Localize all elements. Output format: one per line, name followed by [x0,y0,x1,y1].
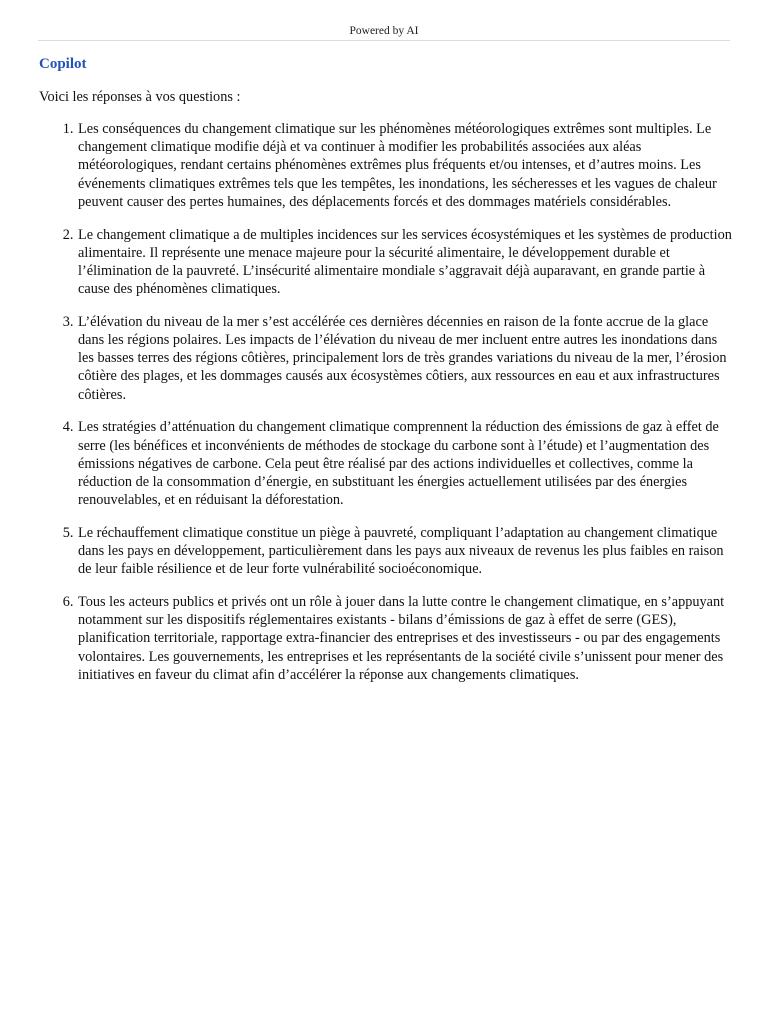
author-name: Copilot [39,56,87,72]
powered-by-label: Powered by AI [349,25,419,37]
page-header [38,24,730,41]
answer-item-1: 1. Les conséquences du changement climatique sur les phénomènes météorologiques extrêmes sont multiples. Le changement climatique modifie déjà et va continuer à modifier les probabilités associées aux aléas météorologiques, rendant certains phénomènes extrêmes plus fréquents et/ou intenses, et d’autres moins. Les événements climatiques extrêmes tels que les tempêtes, les inondations, les sécheresses et les vagues de chaleur peuvent causer des pertes humaines, des déplacements forcés et des dommages matériels considérables. [77,120,732,211]
intro-text: Voici les réponses à vos questions : [39,89,241,105]
answer-item-5: 5. Le réchauffement climatique constitue un piège à pauvreté, compliquant l’adaptation au changement climatique dans les pays en développement, particulièrement dans les pays aux niveaux de revenus les plus faibles en raison de leur faible résilience et de leur forte vulnérabilité socioéconomique. [77,524,732,579]
answer-list [39,120,732,684]
answer-item-6: 6. Tous les acteurs publics et privés ont un rôle à jouer dans la lutte contre le changement climatique, en s’appuyant notamment sur les dispositifs réglementaires existants - bilans d’émissions de gaz à effet de serre (GES), planification territoriale, rapportage extra-financier des entreprises et des investisseurs - ou par des engagements volontaires. Les gouvernements, les entreprises et les représentants de la société civile s’unissent pour mener des initiatives en faveur du climat afin d’accélérer la réponse aux changements climatiques. [77,593,732,684]
answer-item-3: 3. L’élévation du niveau de la mer s’est accélérée ces dernières décennies en raison de la fonte accrue de la glace dans les régions polaires. Les impacts de l’élévation du niveau de mer incluent entre autres les inondations dans les basses terres des régions côtières, principalement lors de très grandes variations du niveau de la mer, l’érosion côtière des plages, et les dommages causés aux écosystèmes côtiers, aux ressources en eau et aux infrastructures côtières. [77,313,732,404]
chat-message [39,54,732,698]
answer-item-4: 4. Les stratégies d’atténuation du changement climatique comprennent la réduction des émissions de gaz à effet de serre (les bénéfices et inconvénients de méthodes de stockage du carbone sont à l’étude) et l’augmentation des émissions négatives de carbone. Cela peut être réalisé par des actions individuelles et collectives, comme la réduction de la consommation d’énergie, en substituant les énergies actuellement utilisées par des énergies renouvelables, et en réduisant la déforestation. [77,418,732,509]
answer-item-2: 2. Le changement climatique a de multiples incidences sur les services écosystémiques et les systèmes de production alimentaire. Il représente une menace majeure pour la sécurité alimentaire, le développement durable et l’élimination de la pauvreté. L’insécurité alimentaire mondiale s’aggravait déjà auparavant, en grande partie à cause des phénomènes climatiques. [77,226,732,299]
